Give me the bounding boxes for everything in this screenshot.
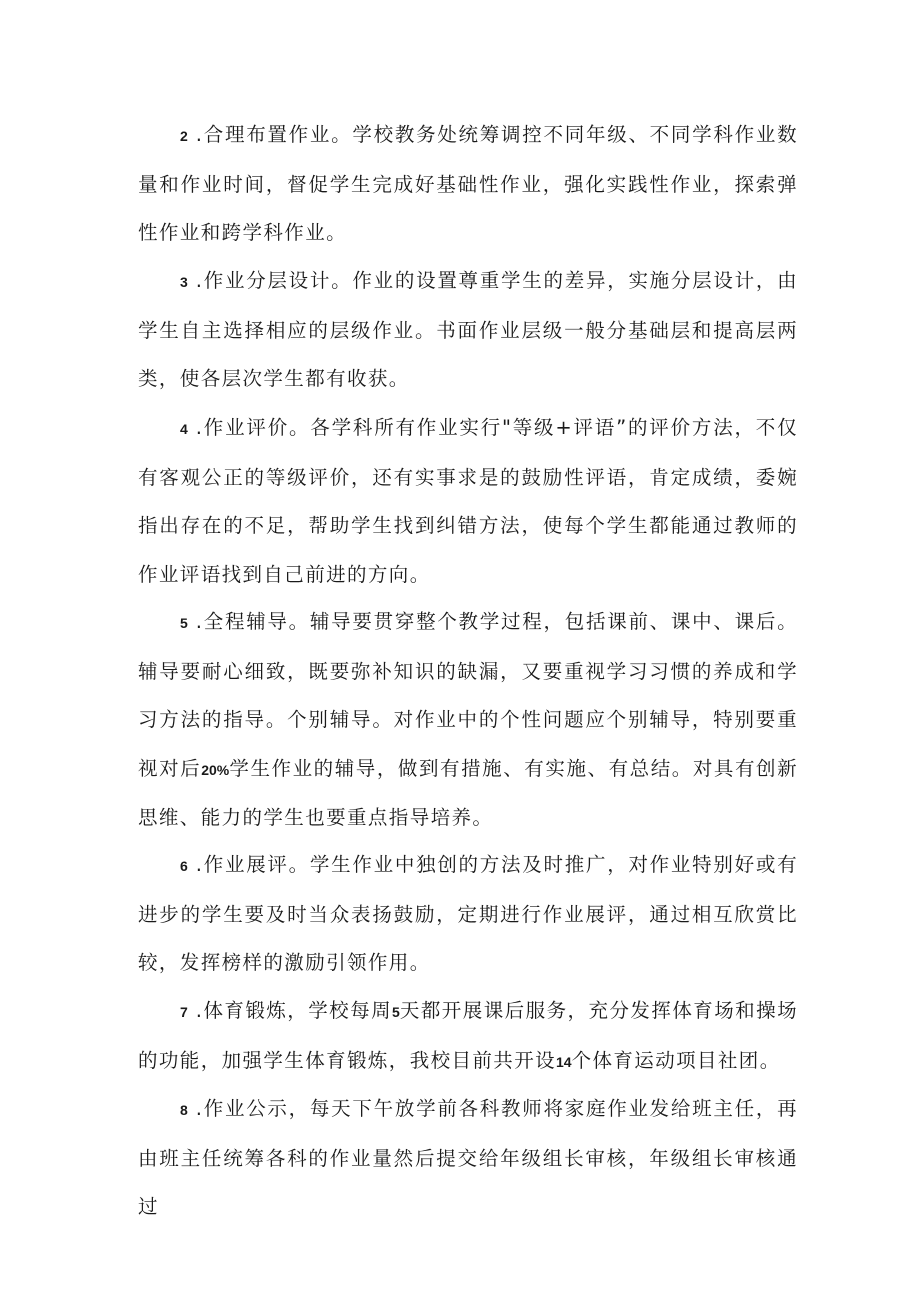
paragraph-7 <box>138 987 798 1086</box>
paragraph-number: 3 <box>180 274 188 290</box>
inline-number: 5 <box>392 1004 400 1020</box>
paragraph-8 <box>138 1085 798 1232</box>
paragraph-number: 5 <box>180 615 188 631</box>
paragraph-text: .作业评价。各学科所有作业实行"等级+评语”的评价方法，不仅有客观公正的等级评价，还有实事求是的鼓励性评语，肯定成绩，委婉指出存在的不足，帮助学生找到纠错方法，使每个学生都能通过教师的作业评语找到自己前进的方向。 <box>138 416 798 586</box>
paragraph-text: .作业分层设计。作业的设置尊重学生的差异，实施分层设计，由学生自主选择相应的层级作业。书面作业层级一般分基础层和提高层两类，使各层次学生都有收获。 <box>138 269 798 391</box>
paragraph-6 <box>138 841 798 988</box>
paragraph-text: 学生作业的辅导，做到有措施、有实施、有总结。对具有创新思维、能力的学生也要重点指导培养。 <box>138 756 798 830</box>
paragraph-text: .全程辅导。辅导要贯穿整个教学过程，包括课前、课中、课后。辅导要耐心细致，既要弥补知识的缺漏，又要重视学习习惯的养成和学习方法的指导。个别辅导。对作业中的个性问题应个别辅导，特别要重视对后 <box>138 610 798 780</box>
paragraph-text: 个体育运动项目社团。 <box>571 1048 781 1072</box>
paragraph-number: 8 <box>180 1102 188 1118</box>
paragraph-text: .体育锻炼，学校每周 <box>195 999 393 1022</box>
paragraph-number: 2 <box>180 128 188 144</box>
inline-number: 14 <box>556 1053 572 1070</box>
paragraph-number: 6 <box>180 858 188 874</box>
paragraph-2 <box>138 111 798 258</box>
paragraph-text: .作业展评。学生作业中独创的方法及时推广，对作业特别好或有进步的学生要及时当众表扬鼓励，定期进行作业展评，通过相互欣赏比较，发挥榜样的激励引领作用。 <box>138 853 798 975</box>
inline-number: 20% <box>201 761 230 778</box>
paragraph-4 <box>138 404 798 599</box>
paragraph-text: .合理布置作业。学校教务处统筹调控不同年级、不同学科作业数量和作业时间，督促学生完成好基础性作业，强化实践性作业，探索弹性作业和跨学科作业。 <box>138 123 798 245</box>
paragraph-text: .作业公示，每天下午放学前各科教师将家庭作业发给班主任，再由班主任统筹各科的作业量然后提交给年级组长审核，年级组长审核通过 <box>138 1097 798 1219</box>
paragraph-number: 7 <box>180 1004 188 1020</box>
paragraph-text: 天都开展课后服务，充分发挥体育场和操场的功能，加强学生体育锻炼，我校目前共开设 <box>138 999 798 1072</box>
paragraph-3 <box>138 257 798 404</box>
paragraph-number: 4 <box>180 421 188 437</box>
paragraph-5 <box>138 598 798 843</box>
